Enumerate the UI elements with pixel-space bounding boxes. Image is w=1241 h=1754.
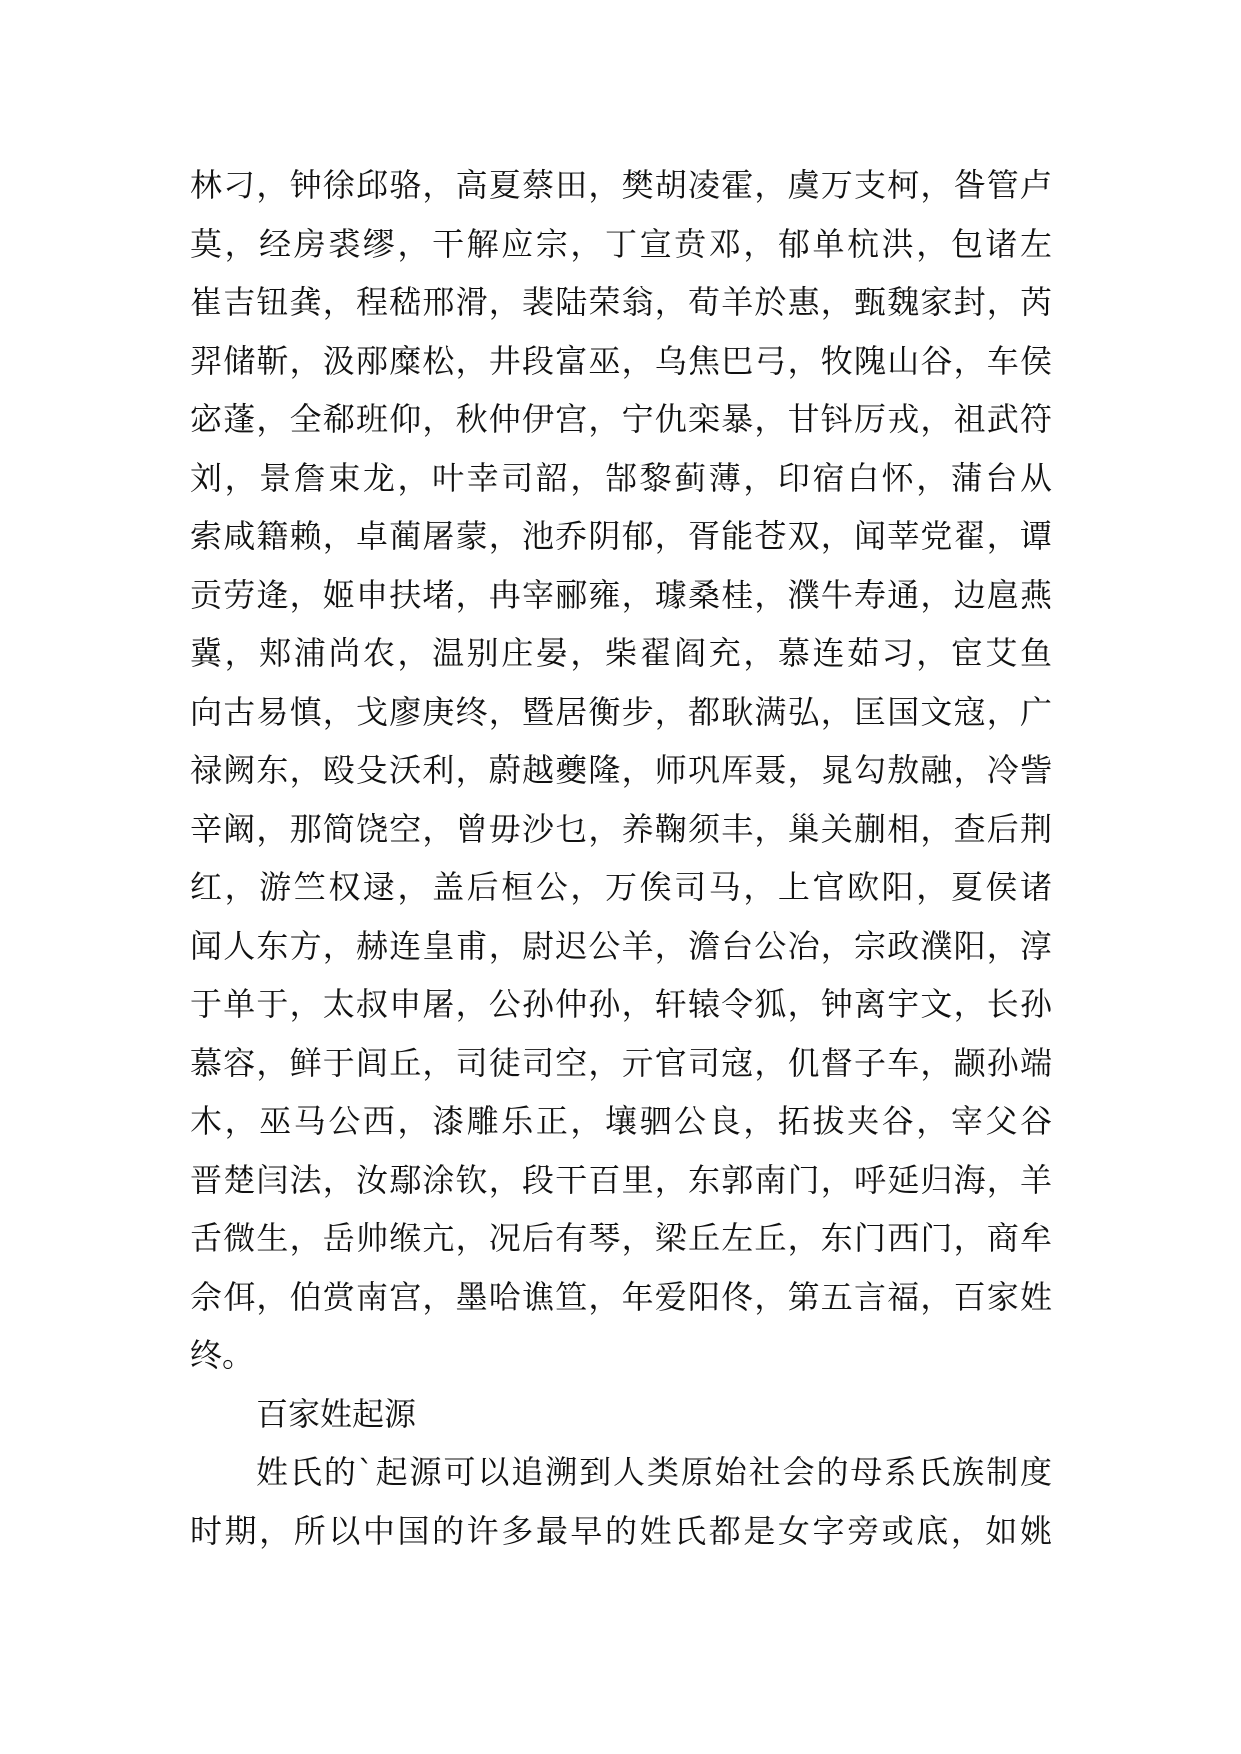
text-line: 冀，郏浦尚农，温别庄晏，柴翟阎充，慕连茹习，宦艾鱼	[190, 634, 1052, 672]
text-line: 闻人东方，赫连皇甫，尉迟公羊，澹台公冶，宗政濮阳，淳	[190, 926, 1052, 965]
text-line: 贡劳逄，姬申扶堵，冉宰郦雍，璩桑桂，濮牛寿通，边扈燕	[190, 575, 1052, 614]
text-line: 林刁，钟徐邱骆，高夏蔡田，樊胡凌霍，虞万支柯，昝管卢	[190, 166, 1052, 204]
text-line: 晋楚闫法，汝鄢涂钦，段干百里，东郭南门，呼延归海，羊	[190, 1160, 1052, 1199]
text-line: 终。	[190, 1336, 255, 1374]
text-line: 刘，景詹束龙，叶幸司韶，郜黎蓟薄，印宿白怀，蒲台从	[190, 458, 1052, 497]
section-heading: 百家姓起源	[256, 1394, 417, 1433]
text-line: 佘佴，伯赏南宫，墨哈谯笪，年爱阳佟，第五言福，百家姓	[190, 1277, 1052, 1316]
paragraph-line: 姓氏的`起源可以追溯到人类原始社会的母系氏族制度	[256, 1453, 1052, 1491]
text-line: 索咸籍赖，卓蔺屠蒙，池乔阴郁，胥能苍双，闻莘党翟，谭	[190, 517, 1052, 555]
text-line: 辛阚，那简饶空，曾毋沙乜，养鞠须丰，巢关蒯相，查后荆	[190, 809, 1052, 848]
text-line: 禄阙东，殴殳沃利，蔚越夔隆，师巩厍聂，晁勾敖融，冷訾	[190, 751, 1052, 789]
text-line: 红，游竺权逯，盖后桓公，万俟司马，上官欧阳，夏侯诸	[190, 868, 1052, 906]
text-line: 木，巫马公西，漆雕乐正，壤驷公良，拓拔夹谷，宰父谷	[190, 1102, 1052, 1140]
text-line: 崔吉钮龚，程嵇邢滑，裴陆荣翁，荀羊於惠，甄魏家封，芮	[190, 283, 1052, 321]
text-line: 羿储靳，汲邴糜松，井段富巫，乌焦巴弓，牧隗山谷，车侯	[190, 341, 1052, 380]
text-line: 莫，经房裘缪，干解应宗，丁宣贲邓，郁单杭洪，包诸左	[190, 224, 1052, 263]
text-line: 舌微生，岳帅缑亢，况后有琴，梁丘左丘，东门西门，商牟	[190, 1219, 1052, 1257]
document-text	[190, 156, 1052, 1560]
text-line: 宓蓬，全郗班仰，秋仲伊宫，宁仇栾暴，甘钭厉戎，祖武符	[190, 400, 1052, 438]
text-line: 向古易慎，戈廖庚终，暨居衡步，都耿满弘，匡国文寇，广	[190, 692, 1052, 731]
text-line: 于单于，太叔申屠，公孙仲孙，轩辕令狐，钟离宇文，长孙	[190, 985, 1052, 1023]
text-line: 慕容，鲜于闾丘，司徒司空，亓官司寇，仉督子车，颛孙端	[190, 1043, 1052, 1082]
paragraph-line: 时期，所以中国的许多最早的姓氏都是女字旁或底，如姚	[190, 1511, 1052, 1550]
